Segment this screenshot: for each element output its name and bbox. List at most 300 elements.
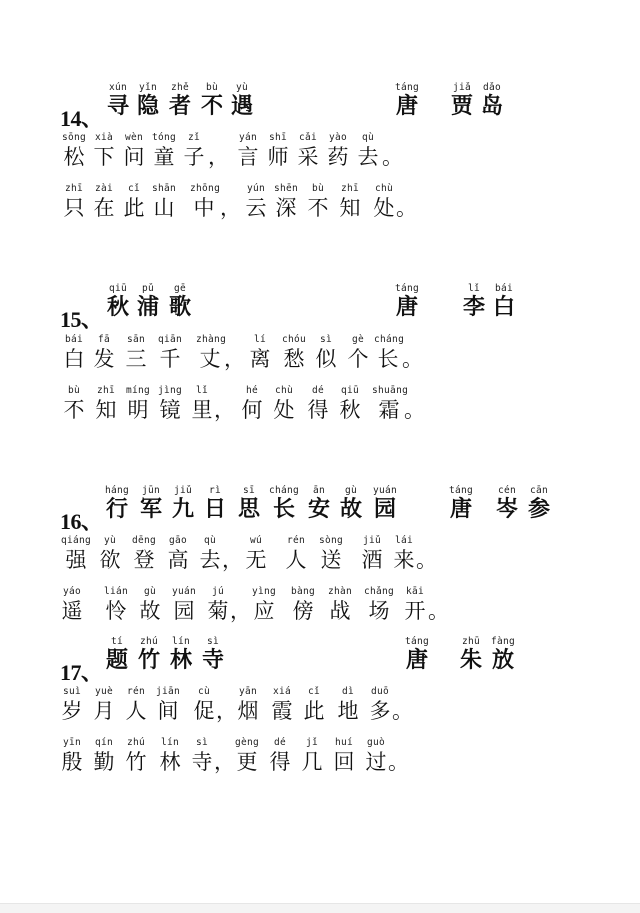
verse-char bbox=[90, 334, 118, 372]
verse-char bbox=[316, 535, 346, 573]
pinyin-text: kāi bbox=[405, 586, 425, 597]
hanzi-text: 更 bbox=[236, 750, 258, 774]
verse-line bbox=[0, 132, 640, 176]
poem-number: 14、 bbox=[60, 106, 103, 131]
pinyin-text: xià bbox=[94, 132, 114, 143]
hanzi-text: 应 bbox=[253, 599, 275, 623]
title-char bbox=[166, 636, 196, 674]
pinyin-text: gèng bbox=[234, 737, 260, 748]
dynasty bbox=[392, 82, 422, 120]
punctuation: ， bbox=[220, 196, 241, 220]
title-char bbox=[134, 283, 162, 321]
pinyin-text: zhú bbox=[139, 636, 159, 647]
verse-char bbox=[266, 737, 294, 775]
verse-char bbox=[164, 535, 192, 573]
hanzi-text: 千 bbox=[159, 347, 181, 371]
verse-char bbox=[324, 132, 352, 170]
punctuation: 。 bbox=[428, 599, 449, 623]
hanzi-text: 问 bbox=[123, 145, 145, 169]
punctuation: ， bbox=[214, 750, 235, 774]
pinyin-text: chù bbox=[274, 385, 294, 396]
title-char bbox=[166, 283, 194, 321]
hanzi-text: 放 bbox=[491, 648, 514, 673]
verse-char bbox=[336, 385, 364, 423]
pinyin-text: lái bbox=[394, 535, 414, 546]
pinyin-text: sì bbox=[319, 334, 333, 345]
pinyin-text: sān bbox=[126, 334, 146, 345]
hanzi-text: 得 bbox=[269, 750, 291, 774]
pinyin-text: bù bbox=[67, 385, 81, 396]
verse-char bbox=[90, 737, 118, 775]
hanzi-text: 白 bbox=[63, 347, 85, 371]
hanzi-text: 傍 bbox=[292, 599, 314, 623]
verse-char bbox=[242, 183, 270, 221]
hanzi-text: 登 bbox=[133, 548, 155, 572]
poem-number: 16、 bbox=[60, 509, 103, 534]
pinyin-text: yǐn bbox=[138, 82, 158, 93]
hanzi-text: 间 bbox=[157, 699, 179, 723]
hanzi-text: 丈 bbox=[199, 347, 221, 371]
verse-char bbox=[96, 535, 124, 573]
verse-char bbox=[360, 586, 398, 624]
pinyin-text: sī bbox=[242, 485, 256, 496]
pinyin-text: yán bbox=[238, 132, 258, 143]
verse-line bbox=[0, 686, 640, 730]
hanzi-text: 明 bbox=[127, 398, 149, 422]
hanzi-text: 岁 bbox=[61, 699, 83, 723]
pinyin-text: táng bbox=[394, 283, 420, 294]
pinyin-text: qiáng bbox=[60, 535, 92, 546]
verse-char bbox=[282, 535, 310, 573]
hanzi-text: 松 bbox=[63, 145, 85, 169]
verse-char bbox=[100, 586, 132, 624]
pinyin-text: cǐ bbox=[307, 686, 321, 697]
pinyin-text: jiān bbox=[155, 686, 181, 697]
verse-char bbox=[122, 686, 150, 724]
pinyin-text: jiǔ bbox=[173, 485, 193, 496]
punctuation: ， bbox=[214, 398, 235, 422]
verse-char bbox=[58, 686, 86, 724]
title-char bbox=[228, 82, 256, 120]
poem-title-row bbox=[0, 82, 640, 131]
pinyin-text: jiǔ bbox=[362, 535, 382, 546]
pinyin-text: qiū bbox=[108, 283, 128, 294]
hanzi-text: 长 bbox=[272, 497, 295, 522]
title-char bbox=[198, 636, 228, 674]
pinyin-text: sōng bbox=[61, 132, 87, 143]
pinyin-text: yuè bbox=[94, 686, 114, 697]
verse-char bbox=[312, 334, 340, 372]
hanzi-text: 长 bbox=[377, 347, 399, 371]
pinyin-text: táng bbox=[394, 82, 420, 93]
pinyin-text: míng bbox=[125, 385, 151, 396]
hanzi-text: 欲 bbox=[99, 548, 121, 572]
hanzi-text: 开 bbox=[404, 599, 426, 623]
pinyin-text: zhū bbox=[461, 636, 481, 647]
pinyin-text: sì bbox=[195, 737, 209, 748]
verse-line bbox=[0, 385, 640, 429]
pinyin-text: zhī bbox=[340, 183, 360, 194]
hanzi-text: 岑 bbox=[495, 497, 518, 522]
hanzi-text: 林 bbox=[169, 648, 192, 673]
pinyin-text: jìng bbox=[157, 385, 183, 396]
pinyin-text: jūn bbox=[141, 485, 161, 496]
hanzi-text: 歌 bbox=[168, 295, 191, 320]
pinyin-text: xún bbox=[108, 82, 128, 93]
verse-char bbox=[232, 737, 262, 775]
pinyin-text: háng bbox=[104, 485, 130, 496]
hanzi-text: 遇 bbox=[230, 94, 253, 119]
hanzi-text: 药 bbox=[327, 145, 349, 169]
verse-char bbox=[60, 183, 88, 221]
pinyin-text: lín bbox=[171, 636, 191, 647]
hanzi-text: 处 bbox=[373, 196, 395, 220]
pinyin-text: hé bbox=[245, 385, 259, 396]
verse-char bbox=[120, 183, 148, 221]
pinyin-text: dēng bbox=[131, 535, 157, 546]
punctuation: 。 bbox=[392, 699, 413, 723]
pinyin-text: yào bbox=[328, 132, 348, 143]
verse-char bbox=[280, 334, 308, 372]
hanzi-text: 过 bbox=[365, 750, 387, 774]
verse-char bbox=[270, 385, 298, 423]
pinyin-text: yān bbox=[238, 686, 258, 697]
title-char bbox=[134, 636, 164, 674]
hanzi-text: 多 bbox=[369, 699, 391, 723]
pinyin-text: gù bbox=[143, 586, 157, 597]
verse-char bbox=[294, 132, 322, 170]
hanzi-text: 霞 bbox=[271, 699, 293, 723]
verse-char bbox=[234, 132, 262, 170]
hanzi-text: 童 bbox=[153, 145, 175, 169]
pinyin-text: rén bbox=[126, 686, 146, 697]
hanzi-text: 知 bbox=[339, 196, 361, 220]
pinyin-text: zhī bbox=[64, 183, 84, 194]
pinyin-text: tóng bbox=[151, 132, 177, 143]
pinyin-text: guò bbox=[366, 737, 386, 748]
hanzi-text: 白 bbox=[492, 295, 515, 320]
hanzi-text: 遥 bbox=[61, 599, 83, 623]
pinyin-text: bái bbox=[64, 334, 84, 345]
pinyin-text: táng bbox=[404, 636, 430, 647]
hanzi-text: 云 bbox=[245, 196, 267, 220]
punctuation: 。 bbox=[388, 750, 409, 774]
hanzi-text: 来 bbox=[393, 548, 415, 572]
punctuation: 。 bbox=[402, 347, 423, 371]
hanzi-text: 此 bbox=[123, 196, 145, 220]
hanzi-text: 勤 bbox=[93, 750, 115, 774]
pinyin-text: zhōng bbox=[190, 183, 221, 194]
hanzi-text: 战 bbox=[329, 599, 351, 623]
pinyin-text: shān bbox=[151, 183, 177, 194]
hanzi-text: 秋 bbox=[106, 295, 129, 320]
verse-char bbox=[60, 385, 88, 423]
pinyin-text: tí bbox=[110, 636, 124, 647]
pinyin-text: qù bbox=[203, 535, 217, 546]
verse-char bbox=[264, 132, 292, 170]
hanzi-text: 浦 bbox=[136, 295, 159, 320]
title-char bbox=[104, 82, 132, 120]
hanzi-text: 镜 bbox=[159, 398, 181, 422]
author-char bbox=[478, 82, 506, 120]
punctuation: ， bbox=[224, 347, 245, 371]
pinyin-text: jiǎ bbox=[452, 82, 472, 93]
verse-char bbox=[196, 334, 227, 372]
verse-char bbox=[272, 183, 300, 221]
verse-char bbox=[122, 334, 150, 372]
hanzi-text: 日 bbox=[203, 497, 226, 522]
pinyin-text: bàng bbox=[290, 586, 316, 597]
verse-line bbox=[0, 737, 640, 781]
pinyin-text: jǐ bbox=[305, 737, 319, 748]
pinyin-text: qiū bbox=[340, 385, 360, 396]
hanzi-text: 送 bbox=[320, 548, 342, 572]
pinyin-text: huí bbox=[334, 737, 354, 748]
pinyin-text: yáo bbox=[62, 586, 82, 597]
verse-char bbox=[330, 737, 358, 775]
pinyin-text: gè bbox=[351, 334, 365, 345]
verse-char bbox=[372, 385, 409, 423]
pinyin-text: wú bbox=[249, 535, 263, 546]
pinyin-text: zài bbox=[94, 183, 114, 194]
verse-char bbox=[154, 686, 182, 724]
hanzi-text: 回 bbox=[333, 750, 355, 774]
poem-title-row bbox=[0, 283, 640, 332]
hanzi-text: 知 bbox=[95, 398, 117, 422]
pinyin-text: fàng bbox=[490, 636, 516, 647]
hanzi-text: 竹 bbox=[125, 750, 147, 774]
title-char bbox=[198, 82, 226, 120]
title-char bbox=[134, 82, 162, 120]
hanzi-text: 下 bbox=[93, 145, 115, 169]
hanzi-text: 故 bbox=[139, 599, 161, 623]
author-char bbox=[492, 485, 522, 523]
pinyin-text: yìng bbox=[251, 586, 277, 597]
verse-char bbox=[190, 686, 218, 724]
hanzi-text: 几 bbox=[301, 750, 323, 774]
hanzi-text: 促 bbox=[193, 699, 215, 723]
title-char bbox=[102, 485, 132, 523]
verse-line bbox=[0, 183, 640, 227]
punctuation: 。 bbox=[382, 145, 403, 169]
verse-char bbox=[390, 535, 418, 573]
pinyin-text: qín bbox=[94, 737, 114, 748]
hanzi-text: 寺 bbox=[201, 648, 224, 673]
verse-char bbox=[60, 334, 88, 372]
pinyin-text: chù bbox=[374, 183, 394, 194]
title-char bbox=[104, 283, 132, 321]
verse-line bbox=[0, 535, 640, 579]
verse-char bbox=[188, 737, 216, 775]
hanzi-text: 山 bbox=[153, 196, 175, 220]
hanzi-text: 者 bbox=[168, 94, 191, 119]
pinyin-text: chǎng bbox=[363, 586, 395, 597]
dynasty bbox=[402, 636, 432, 674]
pinyin-text: shī bbox=[268, 132, 288, 143]
pinyin-text: dé bbox=[273, 737, 287, 748]
hanzi-text: 唐 bbox=[405, 648, 428, 673]
hanzi-text: 园 bbox=[173, 599, 195, 623]
hanzi-text: 中 bbox=[193, 196, 215, 220]
hanzi-text: 高 bbox=[167, 548, 189, 572]
hanzi-text: 场 bbox=[368, 599, 390, 623]
hanzi-text: 子 bbox=[183, 145, 205, 169]
verse-char bbox=[196, 535, 224, 573]
pinyin-text: zǐ bbox=[187, 132, 201, 143]
pinyin-text: duō bbox=[370, 686, 390, 697]
hanzi-text: 朱 bbox=[459, 648, 482, 673]
title-char bbox=[368, 485, 402, 523]
punctuation: ， bbox=[222, 548, 243, 572]
pinyin-text: sòng bbox=[318, 535, 344, 546]
pinyin-text: zhàn bbox=[327, 586, 353, 597]
pinyin-text: cháng bbox=[374, 334, 405, 345]
hanzi-text: 在 bbox=[93, 196, 115, 220]
hanzi-text: 何 bbox=[241, 398, 263, 422]
verse-char bbox=[90, 686, 118, 724]
punctuation: ， bbox=[208, 145, 229, 169]
author-char bbox=[524, 485, 554, 523]
pinyin-text: zhàng bbox=[196, 334, 227, 345]
verse-char bbox=[322, 586, 358, 624]
verse-char bbox=[188, 385, 216, 423]
title-char bbox=[200, 485, 230, 523]
hanzi-text: 题 bbox=[105, 648, 128, 673]
hanzi-text: 霜 bbox=[378, 398, 400, 422]
verse-char bbox=[58, 737, 86, 775]
punctuation: 。 bbox=[404, 398, 425, 422]
pinyin-text: rì bbox=[208, 485, 222, 496]
hanzi-text: 殷 bbox=[61, 750, 83, 774]
hanzi-text: 不 bbox=[200, 94, 223, 119]
pinyin-text: fā bbox=[97, 334, 111, 345]
pinyin-text: yīn bbox=[62, 737, 82, 748]
pinyin-text: jú bbox=[211, 586, 225, 597]
verse-char bbox=[400, 586, 430, 624]
verse-char bbox=[242, 535, 270, 573]
hanzi-text: 离 bbox=[249, 347, 271, 371]
verse-char bbox=[298, 737, 326, 775]
pinyin-text: lí bbox=[253, 334, 267, 345]
pinyin-text: shuāng bbox=[372, 385, 409, 396]
hanzi-text: 个 bbox=[347, 347, 369, 371]
poem-title-row bbox=[0, 485, 640, 534]
pinyin-text: ān bbox=[312, 485, 326, 496]
verse-char bbox=[366, 686, 394, 724]
verse-char bbox=[334, 686, 362, 724]
pinyin-text: rén bbox=[286, 535, 306, 546]
pinyin-text: pǔ bbox=[141, 283, 155, 294]
pinyin-text: dì bbox=[341, 686, 355, 697]
pinyin-text: cén bbox=[497, 485, 517, 496]
verse-char bbox=[248, 586, 280, 624]
verse-char bbox=[156, 385, 184, 423]
hanzi-text: 行 bbox=[105, 497, 128, 522]
hanzi-text: 九 bbox=[171, 497, 194, 522]
pinyin-text: bái bbox=[494, 283, 514, 294]
hanzi-text: 言 bbox=[237, 145, 259, 169]
title-char bbox=[234, 485, 264, 523]
verse-char bbox=[362, 737, 390, 775]
hanzi-text: 采 bbox=[297, 145, 319, 169]
pinyin-text: yún bbox=[246, 183, 266, 194]
pinyin-text: dǎo bbox=[482, 82, 502, 93]
hanzi-text: 安 bbox=[307, 497, 330, 522]
pinyin-text: qù bbox=[361, 132, 375, 143]
hanzi-text: 怜 bbox=[105, 599, 127, 623]
hanzi-text: 三 bbox=[125, 347, 147, 371]
verse-char bbox=[354, 132, 382, 170]
verse-char bbox=[150, 132, 178, 170]
pinyin-text: zhú bbox=[126, 737, 146, 748]
hanzi-text: 参 bbox=[527, 497, 550, 522]
pinyin-text: lǐ bbox=[467, 283, 481, 294]
pinyin-text: cǐ bbox=[127, 183, 141, 194]
poem-number: 17、 bbox=[60, 660, 103, 685]
pinyin-text: bù bbox=[205, 82, 219, 93]
author-char bbox=[448, 82, 476, 120]
verse-char bbox=[268, 686, 296, 724]
hanzi-text: 处 bbox=[273, 398, 295, 422]
verse-char bbox=[60, 132, 88, 170]
hanzi-text: 里 bbox=[191, 398, 213, 422]
hanzi-text: 李 bbox=[462, 295, 485, 320]
hanzi-text: 地 bbox=[337, 699, 359, 723]
verse-char bbox=[370, 183, 398, 221]
pinyin-text: dé bbox=[311, 385, 325, 396]
pinyin-text: cháng bbox=[268, 485, 300, 496]
pinyin-text: chóu bbox=[281, 334, 307, 345]
verse-char bbox=[90, 183, 118, 221]
verse-char bbox=[238, 385, 266, 423]
hanzi-text: 唐 bbox=[395, 295, 418, 320]
verse-char bbox=[136, 586, 164, 624]
hanzi-text: 唐 bbox=[449, 497, 472, 522]
punctuation: ， bbox=[230, 599, 251, 623]
verse-char bbox=[90, 132, 118, 170]
hanzi-text: 只 bbox=[63, 196, 85, 220]
hanzi-text: 寺 bbox=[191, 750, 213, 774]
hanzi-text: 去 bbox=[357, 145, 379, 169]
verse-char bbox=[344, 334, 372, 372]
pinyin-text: zhě bbox=[170, 82, 190, 93]
hanzi-text: 不 bbox=[63, 398, 85, 422]
pinyin-text: qiān bbox=[157, 334, 183, 345]
hanzi-text: 愁 bbox=[283, 347, 305, 371]
pinyin-text: yuán bbox=[372, 485, 398, 496]
pinyin-text: táng bbox=[448, 485, 474, 496]
pinyin-text: cù bbox=[197, 686, 211, 697]
pinyin-text: cān bbox=[529, 485, 549, 496]
hanzi-text: 师 bbox=[267, 145, 289, 169]
verse-char bbox=[304, 183, 332, 221]
verse-line bbox=[0, 334, 640, 378]
hanzi-text: 强 bbox=[65, 548, 87, 572]
hanzi-text: 去 bbox=[199, 548, 221, 572]
verse-char bbox=[374, 334, 405, 372]
hanzi-text: 园 bbox=[373, 497, 396, 522]
hanzi-text: 唐 bbox=[395, 94, 418, 119]
hanzi-text: 林 bbox=[159, 750, 181, 774]
pinyin-text: yù bbox=[235, 82, 249, 93]
verse-char bbox=[180, 132, 208, 170]
author-char bbox=[456, 636, 486, 674]
dynasty bbox=[446, 485, 476, 523]
hanzi-text: 得 bbox=[307, 398, 329, 422]
author-char bbox=[488, 636, 518, 674]
hanzi-text: 隐 bbox=[136, 94, 159, 119]
punctuation: ， bbox=[216, 699, 237, 723]
